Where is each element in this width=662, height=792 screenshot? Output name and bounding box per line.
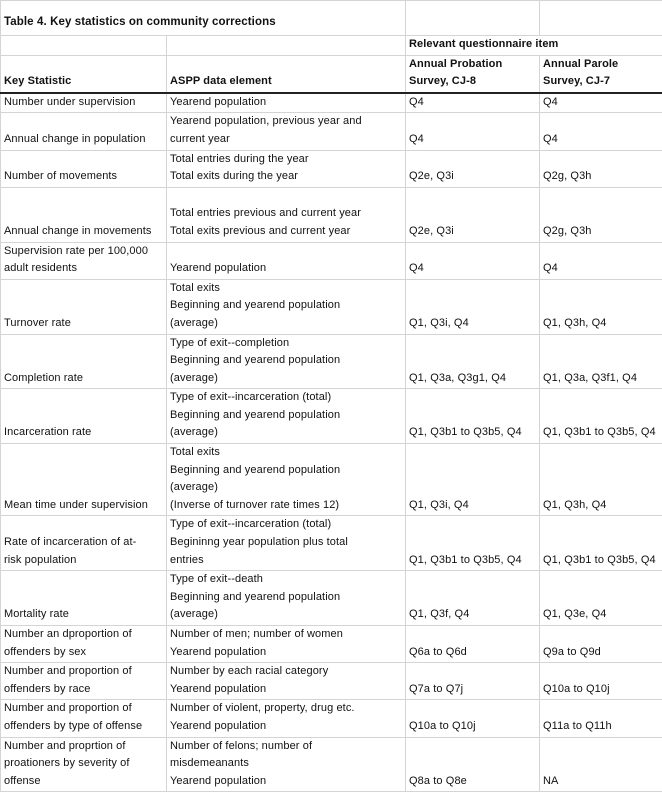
key-statistic-cell xyxy=(1,242,167,279)
aspp-element-cell-line: Yearend population xyxy=(170,644,403,662)
key-statistic-cell-line: Number an dproportion of xyxy=(4,626,164,644)
key-statistic-cell-line: Rate of incarceration of at- xyxy=(4,534,164,552)
aspp-element-cell-line: Beginning and yearend population xyxy=(170,589,403,607)
aspp-element-cell-line xyxy=(170,188,403,206)
parole-item-cell: Q10a to Q10j xyxy=(540,663,662,700)
aspp-element-cell xyxy=(167,279,406,334)
aspp-element-cell xyxy=(167,626,406,663)
table-row xyxy=(1,389,662,444)
key-statistic-cell-line: Number and proportion of xyxy=(4,700,164,718)
aspp-element-cell xyxy=(167,334,406,389)
key-statistic-cell-line: Completion rate xyxy=(4,370,164,388)
aspp-element-cell-line: Type of exit--incarceration (total) xyxy=(170,516,403,534)
table-row xyxy=(1,737,662,792)
group-header: Relevant questionnaire item xyxy=(406,36,662,56)
table-row xyxy=(1,626,662,663)
aspp-element-cell xyxy=(167,150,406,187)
title-row xyxy=(1,1,662,36)
table-title: Table 4. Key statistics on community corrections xyxy=(1,1,406,36)
aspp-element-cell xyxy=(167,389,406,444)
aspp-element-cell xyxy=(167,93,406,113)
aspp-element-cell-line: Yearend population, previous year and xyxy=(170,113,403,131)
probation-item-cell: Q2e, Q3i xyxy=(406,150,540,187)
aspp-element-cell xyxy=(167,516,406,571)
parole-item-cell: Q1, Q3b1 to Q3b5, Q4 xyxy=(540,516,662,571)
aspp-element-cell-line: Yearend population xyxy=(170,718,403,736)
header-parole-survey xyxy=(540,55,662,93)
aspp-element-cell-line: (average) xyxy=(170,370,403,388)
aspp-element-cell-line: (average) xyxy=(170,424,403,442)
key-statistic-cell-line: Mortality rate xyxy=(4,606,164,624)
empty-cell xyxy=(406,1,540,36)
probation-item-cell: Q1, Q3b1 to Q3b5, Q4 xyxy=(406,516,540,571)
table-row xyxy=(1,516,662,571)
aspp-element-cell-line: entries xyxy=(170,552,403,570)
probation-item-cell: Q8a to Q8e xyxy=(406,737,540,792)
table-row xyxy=(1,700,662,737)
aspp-element-cell-line: Beginning and yearend population xyxy=(170,352,403,370)
parole-item-cell: Q1, Q3h, Q4 xyxy=(540,444,662,516)
table-row xyxy=(1,150,662,187)
aspp-element-cell-line: Total exits xyxy=(170,444,403,462)
probation-item-cell: Q7a to Q7j xyxy=(406,663,540,700)
probation-item-cell: Q2e, Q3i xyxy=(406,187,540,242)
key-statistic-cell-line: proationers by severity of xyxy=(4,755,164,773)
table-row xyxy=(1,113,662,150)
aspp-element-cell xyxy=(167,571,406,626)
table-row xyxy=(1,279,662,334)
key-statistic-cell xyxy=(1,700,167,737)
key-statistic-cell xyxy=(1,389,167,444)
key-statistic-cell-line: Incarceration rate xyxy=(4,424,164,442)
table-row xyxy=(1,187,662,242)
key-statistic-cell xyxy=(1,187,167,242)
parole-item-cell: Q1, Q3e, Q4 xyxy=(540,571,662,626)
aspp-element-cell-line: Type of exit--death xyxy=(170,571,403,589)
aspp-element-cell-line: Yearend population xyxy=(170,94,403,112)
aspp-element-cell-line: (average) xyxy=(170,606,403,624)
table-row xyxy=(1,334,662,389)
probation-item-cell: Q4 xyxy=(406,113,540,150)
key-statistic-cell-line: risk population xyxy=(4,552,164,570)
aspp-element-cell-line: Total entries during the year xyxy=(170,151,403,169)
table-row xyxy=(1,663,662,700)
aspp-element-cell xyxy=(167,113,406,150)
key-statistic-cell xyxy=(1,516,167,571)
parole-item-cell: NA xyxy=(540,737,662,792)
probation-item-cell: Q6a to Q6d xyxy=(406,626,540,663)
aspp-element-cell-line: Yearend population xyxy=(170,681,403,699)
empty-cell xyxy=(540,1,662,36)
parole-item-cell: Q4 xyxy=(540,93,662,113)
key-statistic-cell xyxy=(1,150,167,187)
key-statistic-cell xyxy=(1,444,167,516)
header-key-statistic: Key Statistic xyxy=(1,55,167,93)
header-aspp-data-element: ASPP data element xyxy=(167,55,406,93)
probation-item-cell: Q4 xyxy=(406,242,540,279)
key-statistic-cell xyxy=(1,663,167,700)
group-header-row xyxy=(1,36,662,56)
key-statistic-cell-line: Mean time under supervision xyxy=(4,497,164,515)
aspp-element-cell-line: Total exits during the year xyxy=(170,168,403,186)
aspp-element-cell-line: Yearend population xyxy=(170,773,403,791)
key-statistic-cell-line: offenders by race xyxy=(4,681,164,699)
aspp-element-cell-line: Total exits previous and current year xyxy=(170,223,403,241)
parole-item-cell: Q4 xyxy=(540,113,662,150)
table-row xyxy=(1,93,662,113)
aspp-element-cell xyxy=(167,700,406,737)
key-statistic-cell xyxy=(1,93,167,113)
aspp-element-cell xyxy=(167,737,406,792)
key-statistic-cell-line: offense xyxy=(4,773,164,791)
aspp-element-cell xyxy=(167,444,406,516)
header-line: Survey, CJ-8 xyxy=(409,73,537,91)
aspp-element-cell-line: Beginning and yearend population xyxy=(170,297,403,315)
key-statistic-cell-line: adult residents xyxy=(4,260,164,278)
probation-item-cell: Q4 xyxy=(406,93,540,113)
parole-item-cell: Q11a to Q11h xyxy=(540,700,662,737)
parole-item-cell: Q9a to Q9d xyxy=(540,626,662,663)
parole-item-cell: Q1, Q3h, Q4 xyxy=(540,279,662,334)
parole-item-cell: Q4 xyxy=(540,242,662,279)
aspp-element-cell-line: Number of men; number of women xyxy=(170,626,403,644)
aspp-element-cell-line: (Inverse of turnover rate times 12) xyxy=(170,497,403,515)
aspp-element-cell xyxy=(167,187,406,242)
header-probation-survey xyxy=(406,55,540,93)
key-statistic-cell-line: offenders by sex xyxy=(4,644,164,662)
parole-item-cell: Q1, Q3a, Q3f1, Q4 xyxy=(540,334,662,389)
aspp-element-cell-line: (average) xyxy=(170,315,403,333)
key-statistic-cell xyxy=(1,113,167,150)
aspp-element-cell-line: Type of exit--incarceration (total) xyxy=(170,389,403,407)
parole-item-cell: Q1, Q3b1 to Q3b5, Q4 xyxy=(540,389,662,444)
aspp-element-cell-line: current year xyxy=(170,131,403,149)
key-statistic-cell xyxy=(1,571,167,626)
key-statistic-cell-line: Supervision rate per 100,000 xyxy=(4,243,164,261)
key-statistic-cell-line: Turnover rate xyxy=(4,315,164,333)
probation-item-cell: Q1, Q3i, Q4 xyxy=(406,279,540,334)
aspp-element-cell-line: Total entries previous and current year xyxy=(170,205,403,223)
key-statistic-cell xyxy=(1,279,167,334)
probation-item-cell: Q1, Q3f, Q4 xyxy=(406,571,540,626)
aspp-element-cell-line: Total exits xyxy=(170,280,403,298)
key-statistic-cell-line: Number of movements xyxy=(4,168,164,186)
table-row xyxy=(1,444,662,516)
key-statistic-cell-line: Number under supervision xyxy=(4,94,164,112)
column-header-row xyxy=(1,55,662,93)
parole-item-cell: Q2g, Q3h xyxy=(540,150,662,187)
probation-item-cell: Q1, Q3a, Q3g1, Q4 xyxy=(406,334,540,389)
header-line: Annual Parole xyxy=(543,56,660,74)
probation-item-cell: Q1, Q3b1 to Q3b5, Q4 xyxy=(406,389,540,444)
header-line: Survey, CJ-7 xyxy=(543,73,660,91)
aspp-element-cell-line: Yearend population xyxy=(170,260,403,278)
aspp-element-cell-line: misdemeanants xyxy=(170,755,403,773)
aspp-element-cell-line: Number of felons; number of xyxy=(170,738,403,756)
aspp-element-cell-line: Beginning and yearend population xyxy=(170,407,403,425)
key-statistic-cell-line: offenders by type of offense xyxy=(4,718,164,736)
aspp-element-cell xyxy=(167,663,406,700)
header-line: Annual Probation xyxy=(409,56,537,74)
empty-cell xyxy=(1,36,167,56)
probation-item-cell: Q1, Q3i, Q4 xyxy=(406,444,540,516)
key-statistic-cell xyxy=(1,737,167,792)
key-statistic-cell xyxy=(1,626,167,663)
key-statistic-cell-line: Annual change in movements xyxy=(4,223,164,241)
key-statistic-cell-line: Annual change in population xyxy=(4,131,164,149)
aspp-element-cell-line: (average) xyxy=(170,479,403,497)
aspp-element-cell xyxy=(167,242,406,279)
table-row xyxy=(1,242,662,279)
table-row xyxy=(1,571,662,626)
aspp-element-cell-line: Type of exit--completion xyxy=(170,335,403,353)
parole-item-cell: Q2g, Q3h xyxy=(540,187,662,242)
key-statistic-cell-line: Number and proportion of xyxy=(4,663,164,681)
key-statistic-cell xyxy=(1,334,167,389)
aspp-element-cell-line: Number by each racial category xyxy=(170,663,403,681)
aspp-element-cell-line: Beginning and yearend population xyxy=(170,462,403,480)
probation-item-cell: Q10a to Q10j xyxy=(406,700,540,737)
empty-cell xyxy=(167,36,406,56)
aspp-element-cell-line: Number of violent, property, drug etc. xyxy=(170,700,403,718)
aspp-element-cell-line: Begininng year population plus total xyxy=(170,534,403,552)
key-statistic-cell-line: Number and proprtion of xyxy=(4,738,164,756)
